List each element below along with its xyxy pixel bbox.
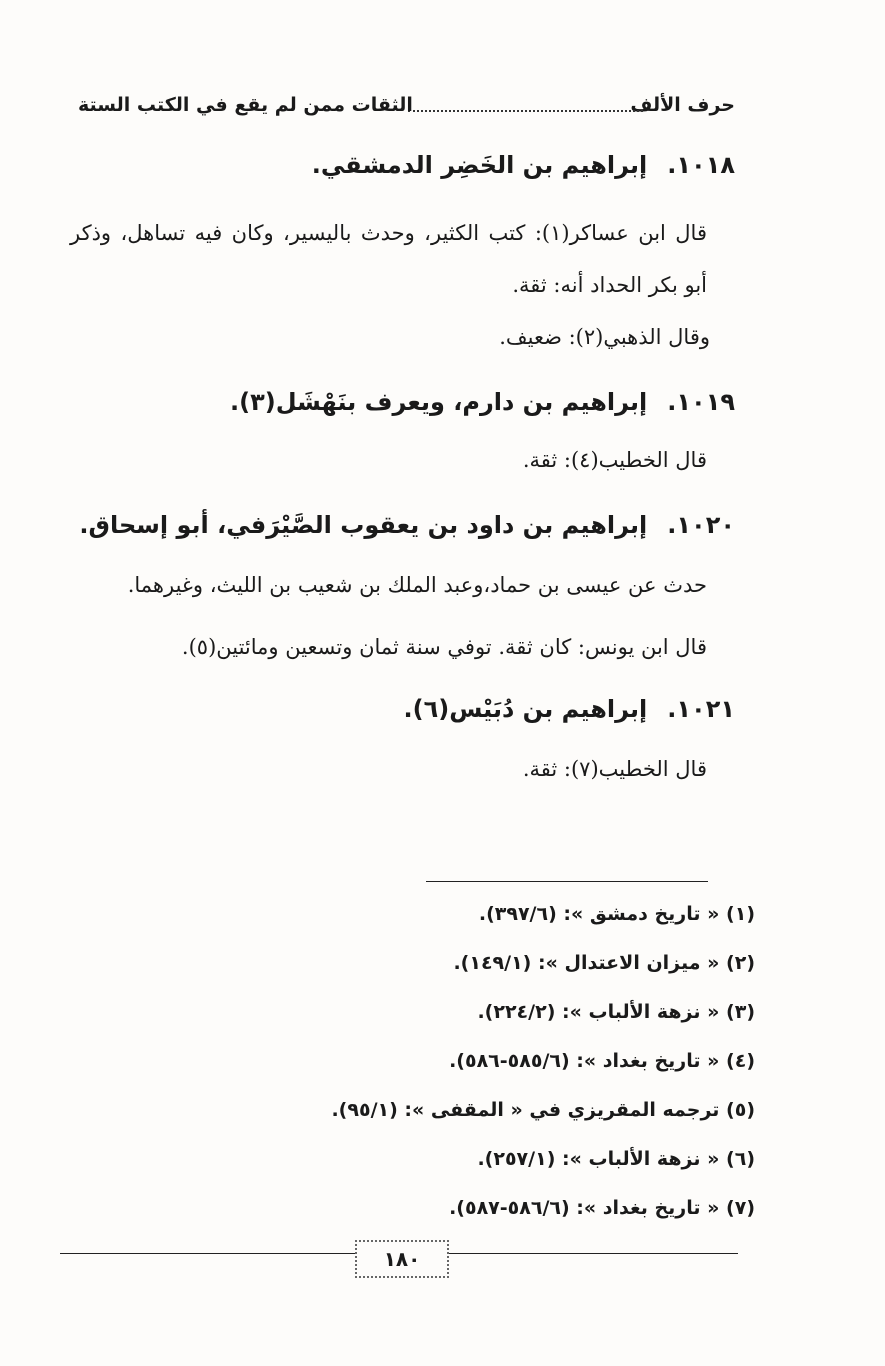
footnote: (٤) « تاريخ بغداد »: (٥٨٥/٦-٥٨٦).: [449, 1050, 755, 1072]
header-dot-leader: [408, 98, 643, 112]
footnote: (١) « تاريخ دمشق »: (٣٩٧/٦).: [478, 903, 755, 925]
entry-title: [79, 511, 735, 539]
running-header: [78, 88, 735, 128]
entry-title: [312, 151, 735, 179]
entry-number: ١٠٢١.: [667, 695, 735, 723]
entry-title: [404, 695, 735, 723]
footnote: (٥) ترجمه المقريزي في « المقفى »: (٩٥/١).: [331, 1099, 755, 1121]
book-title: الثقات ممن لم يقع في الكتب الستة: [78, 94, 413, 116]
entry-text: قال الخطيب(٧): ثقة.: [522, 757, 707, 781]
entry-name: إبراهيم بن داود بن يعقوب الصَّيْرَفي، أبو إسحاق.: [79, 511, 648, 539]
footnote: (٦) « نزهة الألباب »: (٢٥٧/١).: [477, 1148, 755, 1170]
entry-number: ١٠١٨.: [667, 151, 735, 179]
footnote-separator: [426, 881, 708, 882]
entry-name: إبراهيم بن دُبَيْس(٦).: [403, 695, 648, 723]
footnote: (٢) « ميزان الاعتدال »: (١٤٩/١).: [453, 952, 755, 974]
entry-number: ١٠٢٠.: [667, 511, 735, 539]
footnote: (٧) « تاريخ بغداد »: (٥٨٦/٦-٥٨٧).: [449, 1197, 755, 1219]
footnotes: [331, 898, 755, 1241]
page-number: ١٨٠: [355, 1240, 449, 1278]
entry-number: ١٠١٩.: [667, 388, 735, 416]
entry-text: حدث عن عيسى بن حماد،وعبد الملك بن شعيب بن الليث، وغيرهما.: [127, 573, 707, 597]
chapter-title: حرف الألف: [630, 94, 735, 116]
entry-title: [230, 388, 735, 416]
entry-name: إبراهيم بن دارم، ويعرف بنَهْشَل(٣).: [230, 388, 648, 416]
entry-name: إبراهيم بن الخَضِر الدمشقي.: [311, 151, 648, 179]
footnote: (٣) « نزهة الألباب »: (٢٢٤/٢).: [477, 1001, 755, 1023]
entry-text: قال ابن يونس: كان ثقة. توفي سنة ثمان وتسعين ومائتين(٥).: [181, 635, 707, 659]
entry-text: قال ابن عساكر(١): كتب الكثير، وحدث باليسير، وكان فيه تساهل، وذكر أبو بكر الحداد أنه: ثقة.: [70, 221, 707, 297]
entry-text: وقال الذهبي(٢): ضعيف.: [499, 325, 710, 349]
entry-text: قال الخطيب(٤): ثقة.: [522, 448, 707, 472]
